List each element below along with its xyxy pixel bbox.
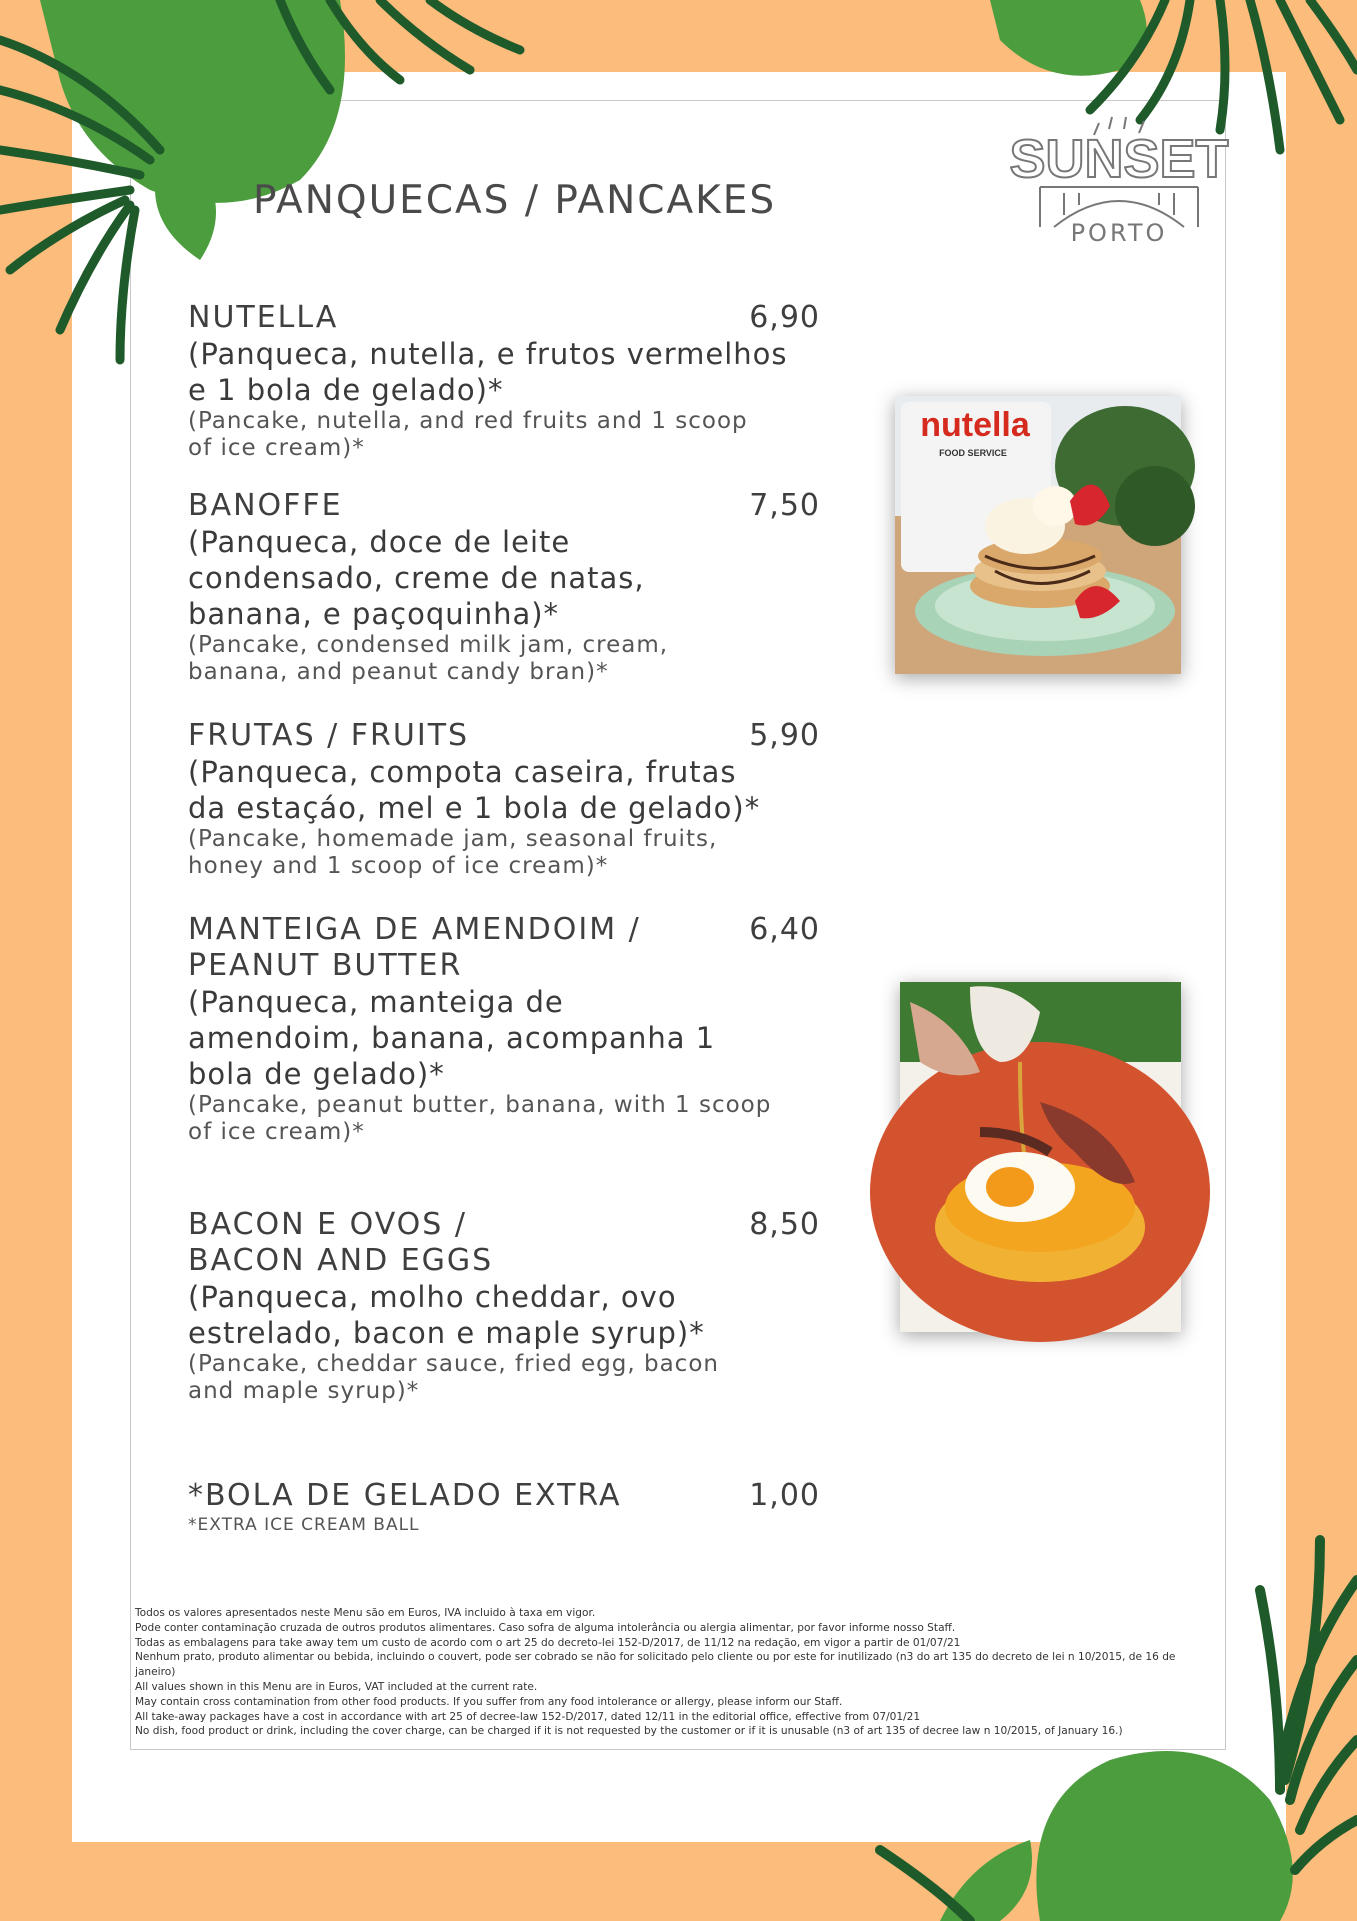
sunset-porto-logo	[1009, 115, 1229, 247]
menu-item-nutella	[188, 300, 828, 462]
menu-item-extra-ice-cream	[188, 1478, 828, 1536]
item-price: 1,00	[749, 1478, 820, 1513]
item-price: 7,50	[749, 488, 820, 523]
bacon-eggs-illustration	[900, 982, 1181, 1332]
item-description-pt: (Panqueca, molho cheddar, ovo estrelado, bacon e maple syrup)*	[188, 1280, 705, 1350]
item-description-en: (Pancake, peanut butter, banana, with 1 scoop of ice cream)*	[188, 1092, 772, 1145]
item-price: 6,90	[749, 300, 820, 335]
item-price: 5,90	[749, 718, 820, 753]
item-description-en: (Pancake, cheddar sauce, fried egg, bacon and maple syrup)*	[188, 1351, 719, 1404]
item-description-en: *EXTRA ICE CREAM BALL	[188, 1515, 420, 1535]
logo-brand: SUNSET	[1009, 129, 1229, 189]
item-description-pt: (Panqueca, manteiga de amendoim, banana, acompanha 1 bola de gelado)*	[188, 985, 716, 1091]
item-name: MANTEIGA DE AMENDOIM / PEANUT BUTTER	[188, 912, 641, 983]
menu-item-frutas	[188, 718, 828, 880]
legal-notice: Todos os valores apresentados neste Menu são em Euros, IVA incluido à taxa em vigor. Pode conter contaminação cruzada de outros produtos alimentares. Caso sofra de alguma intolerância ou alergia alimentar, por favor informe nosso Staff. Todas as embalagens para take away tem um custo de acordo com o art 25 do decreto-lei 152-D/2017, de 11/12 na redação, em vigor a partir de 01/07/21 Nenhum prato, produto alimentar ou bebida, incluindo o couvert, pode ser cobrado se não for solicitado pelo cliente ou por este for inutilizado (n3 do art 135 do decreto de lei n 10/2015, de 16 de janeiro) All values shown in this Menu are in Euros, VAT included at the current rate. May contain cross contamination from other food products. If you suffer from any food intolerance or allergy, please inform our Staff. All take-away packages have a cost in accordance with art 25 of decree-law 152-D/2017, dated 12/11 in the editorial office, effective from 07/01/21 No dish, food product or drink, including the cover charge, can be charged if it is not requested by the customer or if it is unusable (n3 of art 135 of decree law n 10/2015, of January 16.)	[135, 1607, 1176, 1738]
item-name: FRUTAS / FRUITS	[188, 718, 470, 753]
menu-item-bacon-eggs	[188, 1207, 828, 1405]
photo-bacon-eggs-pancake	[900, 982, 1181, 1332]
item-description-pt: (Panqueca, nutella, e frutos vermelhos e 1 bola de gelado)*	[188, 337, 788, 407]
item-price: 8,50	[749, 1207, 820, 1242]
item-name: NUTELLA	[188, 300, 339, 335]
item-name: BACON E OVOS / BACON AND EGGS	[188, 1207, 494, 1278]
nutella-pancakes-illustration	[895, 396, 1181, 674]
menu-item-banoffe	[188, 488, 828, 686]
item-name: BANOFFE	[188, 488, 343, 523]
page-title: PANQUECAS / PANCAKES	[253, 178, 777, 223]
item-description-pt: (Panqueca, compota caseira, frutas da estaçáo, mel e 1 bola de gelado)*	[188, 755, 761, 825]
logo-city: PORTO	[1070, 219, 1168, 247]
svg-text:nutella: nutella	[920, 406, 1030, 444]
item-description-en: (Pancake, nutella, and red fruits and 1 scoop of ice cream)*	[188, 408, 748, 461]
item-name: *BOLA DE GELADO EXTRA	[188, 1478, 622, 1513]
item-price: 6,40	[749, 912, 820, 947]
svg-text:FOOD SERVICE: FOOD SERVICE	[939, 448, 1007, 458]
item-description-en: (Pancake, homemade jam, seasonal fruits, honey and 1 scoop of ice cream)*	[188, 826, 718, 879]
item-description-pt: (Panqueca, doce de leite condensado, creme de natas, banana, e paçoquinha)*	[188, 525, 645, 631]
menu-item-peanut-butter	[188, 912, 828, 1146]
photo-nutella-pancakes	[895, 396, 1181, 674]
item-description-en: (Pancake, condensed milk jam, cream, banana, and peanut candy bran)*	[188, 632, 669, 685]
